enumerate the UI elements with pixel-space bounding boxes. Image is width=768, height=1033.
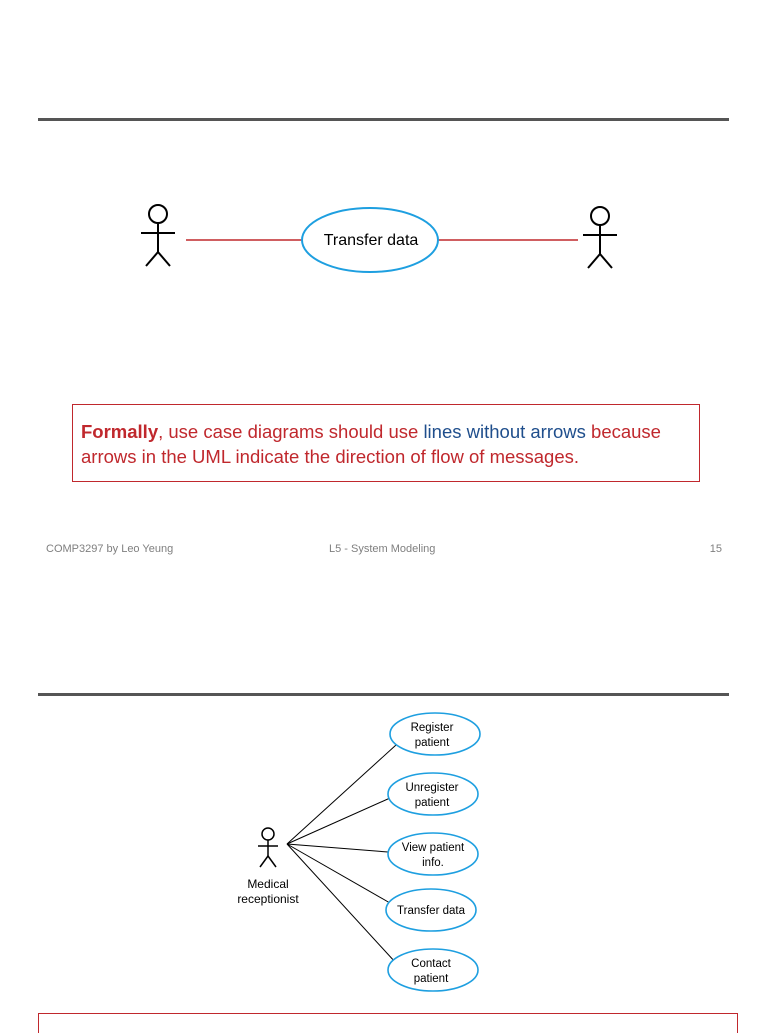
- note-text-1: , use case diagrams should use: [158, 421, 424, 442]
- use-case-register-patient: [390, 713, 480, 755]
- actor-label-line-2: receptionist: [237, 892, 299, 906]
- footer-course: COMP3297 by Leo Yeung: [46, 543, 174, 555]
- slide-16: [0, 600, 768, 1024]
- use-case-label: patient: [413, 973, 449, 985]
- use-case-label: View patient: [401, 842, 465, 854]
- use-case-label: Transfer data: [397, 905, 465, 917]
- actor-medical-receptionist: [258, 828, 278, 867]
- association-lines: [287, 745, 396, 963]
- use-case-label: patient: [414, 737, 450, 749]
- use-case-contact-patient: [388, 949, 478, 991]
- note-bold: Formally: [81, 421, 159, 442]
- use-case-label: info.: [422, 857, 444, 869]
- use-case-label: Register: [410, 722, 454, 734]
- actor-right: [583, 207, 617, 268]
- use-case-label: Transfer data: [323, 232, 419, 249]
- use-case-transfer-data: [386, 889, 476, 931]
- note-text-2: because arrows in the UML indicate the direction of flow of messages.: [81, 421, 661, 467]
- note-highlight: lines without arrows: [423, 421, 586, 442]
- use-case-label: Unregister: [405, 782, 459, 794]
- actor-left: [141, 205, 175, 266]
- use-case-diagram: [0, 0, 768, 330]
- note-box-partial: [38, 1013, 738, 1033]
- use-case-view-patient-info: [388, 833, 478, 875]
- footer-lecture: L5 - System Modeling: [329, 543, 436, 555]
- receptionist-use-case-diagram: [0, 600, 768, 1012]
- actor-label-line-1: Medical: [247, 877, 289, 891]
- use-case-label: Contact: [411, 958, 451, 970]
- use-case-label: patient: [414, 797, 450, 809]
- use-case-unregister-patient: [388, 773, 478, 815]
- footer-page-number: 15: [709, 543, 722, 555]
- note-box: [72, 404, 700, 482]
